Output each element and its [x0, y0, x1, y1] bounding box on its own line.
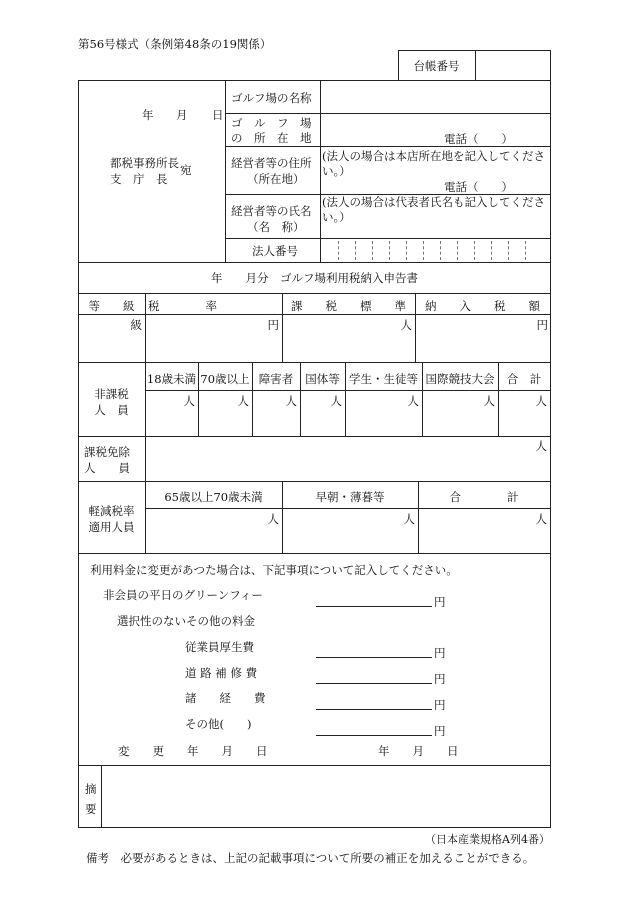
exempt-unit: 人 [285, 394, 297, 408]
fee-welfare-line[interactable] [316, 657, 432, 658]
fee-other-line[interactable] [316, 735, 432, 736]
yen: 円 [434, 724, 446, 738]
operator-addr-note: (法人の場合は本店所在地を記入してください。） [322, 149, 545, 178]
addressee-1: 都税事務所長 [110, 156, 179, 170]
exempt-col-3: 障害者 [258, 372, 294, 386]
th-base: 課 税 標 準 [291, 299, 406, 313]
exempt-label-2: 人 員 [94, 403, 129, 417]
free-label-1: 課税免除 [84, 445, 130, 459]
footer-note: 備考 必要があるときは、上記の記載事項について所要の補正を加えることができる。 [86, 851, 535, 865]
date-day: 日 [212, 108, 224, 122]
th-tax: 納 入 税 額 [425, 299, 540, 313]
jis-note: （日本産業規格A列4番） [425, 833, 550, 846]
reduced-col-1: 65歳以上70歳未満 [164, 490, 263, 504]
fee-misc-line[interactable] [316, 709, 432, 710]
frame-bottom [78, 827, 551, 828]
date-month: 月 [176, 108, 188, 122]
fee-green-line[interactable] [316, 606, 432, 607]
unit-grade: 級 [130, 318, 142, 332]
divider-1 [78, 293, 551, 294]
reduced-label-2: 適用人員 [88, 520, 135, 534]
unit-base: 人 [400, 318, 412, 332]
exempt-unit: 人 [237, 394, 249, 408]
yen: 円 [434, 698, 446, 712]
free-unit: 人 [535, 439, 547, 453]
addressee-suffix: 宛 [180, 163, 192, 177]
th-grade: 等 級 [88, 299, 135, 313]
exempt-col-4: 国体等 [305, 372, 340, 386]
exempt-unit: 人 [535, 394, 547, 408]
yen: 円 [434, 672, 446, 686]
label-operator-addr-2: （所在地） [247, 172, 305, 186]
label-operator-addr-1: 経営者等の住所 [231, 156, 312, 170]
exempt-col-6: 国際競技大会 [425, 372, 495, 386]
yen: 円 [434, 646, 446, 660]
exempt-col-7: 合 計 [506, 372, 542, 386]
reduced-unit: 人 [535, 512, 547, 526]
exempt-unit: 人 [407, 394, 419, 408]
fee-road: 道 路 補 修 費 [185, 666, 258, 680]
label-course-addr-2: の 所 在 地 [231, 131, 312, 145]
fee-green: 非会員の平日のグリーンフィー [103, 588, 263, 602]
label-corp-number: 法人番号 [252, 244, 298, 258]
exempt-unit: 人 [483, 394, 495, 408]
exempt-unit: 人 [183, 394, 195, 408]
addressee-2: 支 庁 長 [110, 172, 168, 186]
change-label: 変 更 年 月 日 [118, 744, 268, 758]
fee-other: 選択性のないその他の料金 [117, 614, 255, 628]
yen: 円 [434, 595, 446, 609]
declaration-title: 年 月分 ゴルフ場利用税納入申告書 [211, 271, 418, 285]
label-course-name: ゴルフ場の名称 [231, 91, 312, 105]
label-operator-name-1: 経営者等の氏名 [231, 204, 312, 218]
remarks-label-2: 要 [85, 802, 97, 816]
ledger-label: 台帳番号 [413, 59, 460, 73]
reduced-unit: 人 [403, 512, 415, 526]
exempt-col-5: 学生・生徒等 [349, 372, 418, 386]
operator-name-note: (法人の場合は代表者氏名も記入してください。） [322, 195, 545, 224]
fee-road-line[interactable] [316, 683, 432, 684]
reduced-unit: 人 [267, 512, 279, 526]
th-rate: 税 率 [148, 299, 217, 313]
label-operator-name-2: （名 称） [247, 220, 305, 234]
form-title: 第56号様式（条例第48条の19関係） [78, 37, 272, 51]
free-label-2: 人 員 [84, 461, 130, 475]
fee-intro: 利用料金に変更があつた場合は、下記事項について記入してください。 [90, 563, 458, 577]
reduced-col-3: 合 計 [449, 490, 519, 504]
phone-2: 電話（ ） [444, 180, 513, 194]
exempt-unit: 人 [330, 394, 342, 408]
exempt-col-1: 18歳未満 [146, 372, 197, 386]
frame-left [78, 80, 79, 828]
remarks-field[interactable] [104, 768, 546, 824]
label-course-addr-1: ゴ ル フ 場 [231, 116, 312, 130]
fee-misc: 諸 経 費 [185, 691, 266, 705]
exempt-label-1: 非課税 [94, 387, 129, 401]
frame-right [550, 80, 551, 828]
phone-1: 電話（ ） [444, 132, 513, 146]
reduced-col-2: 早朝・薄暮等 [315, 490, 385, 504]
date-year: 年 [142, 108, 154, 122]
unit-tax: 円 [536, 318, 548, 332]
unit-rate: 円 [267, 318, 279, 332]
change-date: 年 月 日 [378, 744, 459, 758]
fee-other-item: その他( ) [185, 717, 252, 731]
exempt-col-2: 70歳以上 [200, 372, 250, 386]
reduced-label-1: 軽減税率 [88, 504, 135, 518]
frame-top [78, 80, 551, 81]
remarks-label-1: 摘 [85, 782, 97, 796]
fee-welfare: 従業員厚生費 [185, 640, 254, 654]
